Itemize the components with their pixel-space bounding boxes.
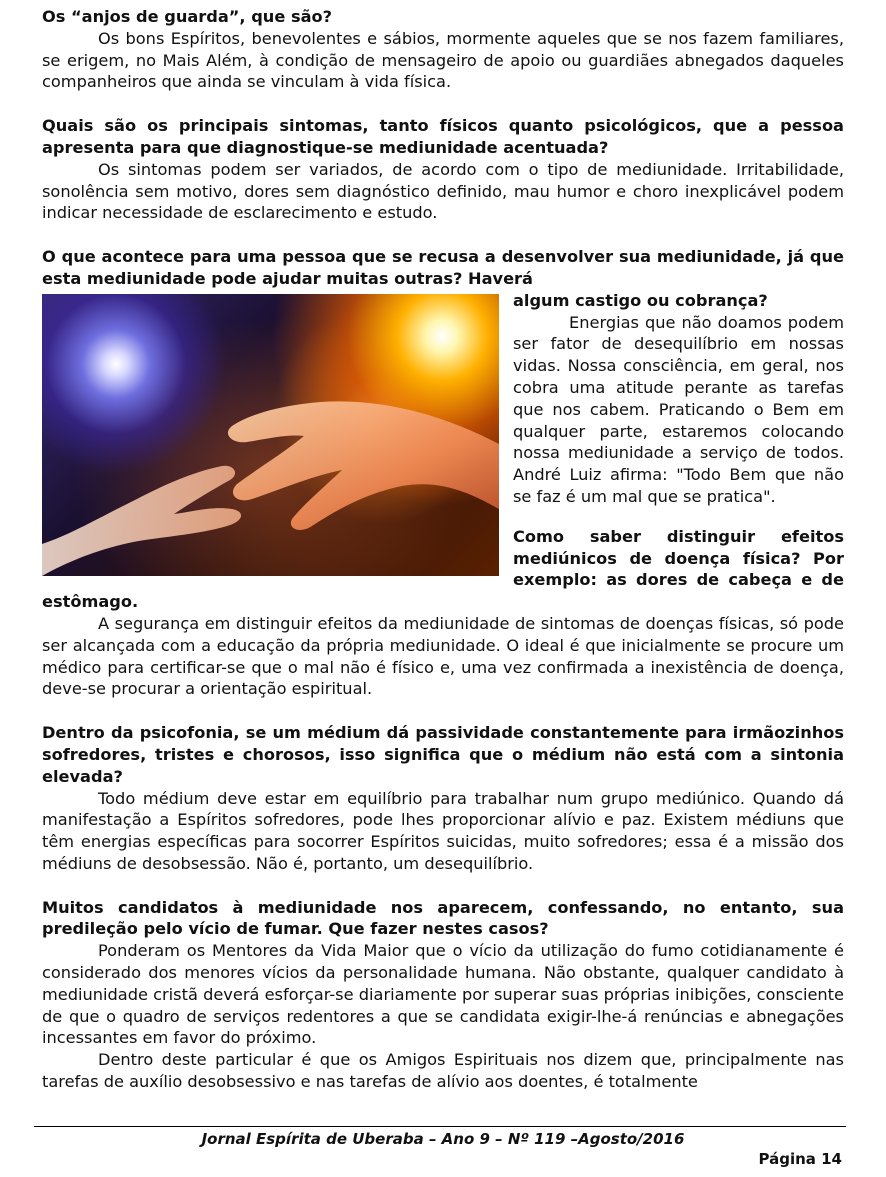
question-heading-continued: algum castigo ou cobrança?	[513, 290, 768, 310]
answer-paragraph: Energias que não doamos podem ser fator de desequilíbrio em nossas vidas. Nossa consciência, em geral, nos cobra uma atitude perante as tarefas que nos cabem. Praticando o Bem em qualquer parte, estaremos colocando nossa mediunidade a serviço de todos. André Luiz afirma: "Todo Bem que não se faz é um mal que se pratica".	[513, 312, 844, 506]
question-heading: Como saber distinguir efeitos mediúnicos de doença física? Por exemplo: as dores de cabeça e de estômago.	[42, 526, 844, 612]
answer-paragraph: Todo médium deve estar em equilíbrio para trabalhar num grupo mediúnico. Quando dá manifestação a Espíritos sofredores, pode lhes proporcionar alívio e paz. Existem médiuns que têm energias específicas para socorrer Espíritos suicidas, muito sofredores; essa é a missão dos médiuns de desobsessão. Não é, portanto, um desequilíbrio.	[42, 788, 844, 873]
page-number: Página 14	[758, 1150, 842, 1168]
article-body	[42, 6, 844, 1093]
publication-footer: Jornal Espírita de Uberaba – Ano 9 – Nº 119 –Agosto/2016	[201, 1130, 685, 1148]
answer-paragraph: Os bons Espíritos, benevolentes e sábios, mormente aqueles que se nos fazem familiares, se erigem, no Mais Além, à condição de mensageiro de apoio ou guardiães abnegados daqueles companheiros que ainda se vinculam à vida física.	[42, 28, 844, 92]
footer-divider	[34, 1126, 846, 1127]
glowing-hands-image	[42, 294, 499, 576]
answer-paragraph: Os sintomas podem ser variados, de acordo com o tipo de mediunidade. Irritabilidade, sonolência sem motivo, dores sem diagnóstico definido, mau humor e choro inexplicável podem indicar necessidade de esclarecimento e estudo.	[42, 159, 844, 223]
answer-paragraph: A segurança em distinguir efeitos da mediunidade de sintomas de doenças físicas, só pode ser alcançada com a educação da própria mediunidade. O ideal é que inicialmente se procure um médico para certificar-se que o mal não é físico e, uma vez confirmada a inexistência de doença, deve-se procurar a orientação espiritual.	[42, 613, 844, 699]
question-heading: Dentro da psicofonia, se um médium dá passividade constantemente para irmãozinhos sofredores, tristes e chorosos, isso significa que o médium não está com a sintonia elevada?	[42, 723, 844, 786]
answer-paragraph: Dentro deste particular é que os Amigos Espirituais nos dizem que, principalmente nas tarefas de auxílio desobsessivo e nas tarefas de alívio aos doentes, é totalmente	[42, 1050, 844, 1092]
answer-paragraph: Ponderam os Mentores da Vida Maior que o vício da utilização do fumo cotidianamente é considerado dos menores vícios da personalidade humana. Não obstante, qualquer candidato à mediunidade cristã deverá esforçar-se diariamente por superar suas próprias inibições, consciente de que o quadro de serviços redentores a que se candidata exigir-lhe-á renúncias e abnegações incessantes em favor do próximo.	[42, 941, 844, 1048]
question-heading: O que acontece para uma pessoa que se recusa a desenvolver sua mediunidade, já que esta mediunidade pode ajudar muitas outras? Haverá	[42, 247, 844, 288]
question-heading: Quais são os principais sintomas, tanto físicos quanto psicológicos, que a pessoa apresenta para que diagnostique-se mediunidade acentuada?	[42, 116, 844, 157]
question-heading: Os “anjos de guarda”, que são?	[42, 7, 333, 26]
hands-illustration	[42, 294, 499, 576]
question-heading: Muitos candidatos à mediunidade nos aparecem, confessando, no entanto, sua predileção pelo vício de fumar. Que fazer nestes casos?	[42, 897, 844, 939]
